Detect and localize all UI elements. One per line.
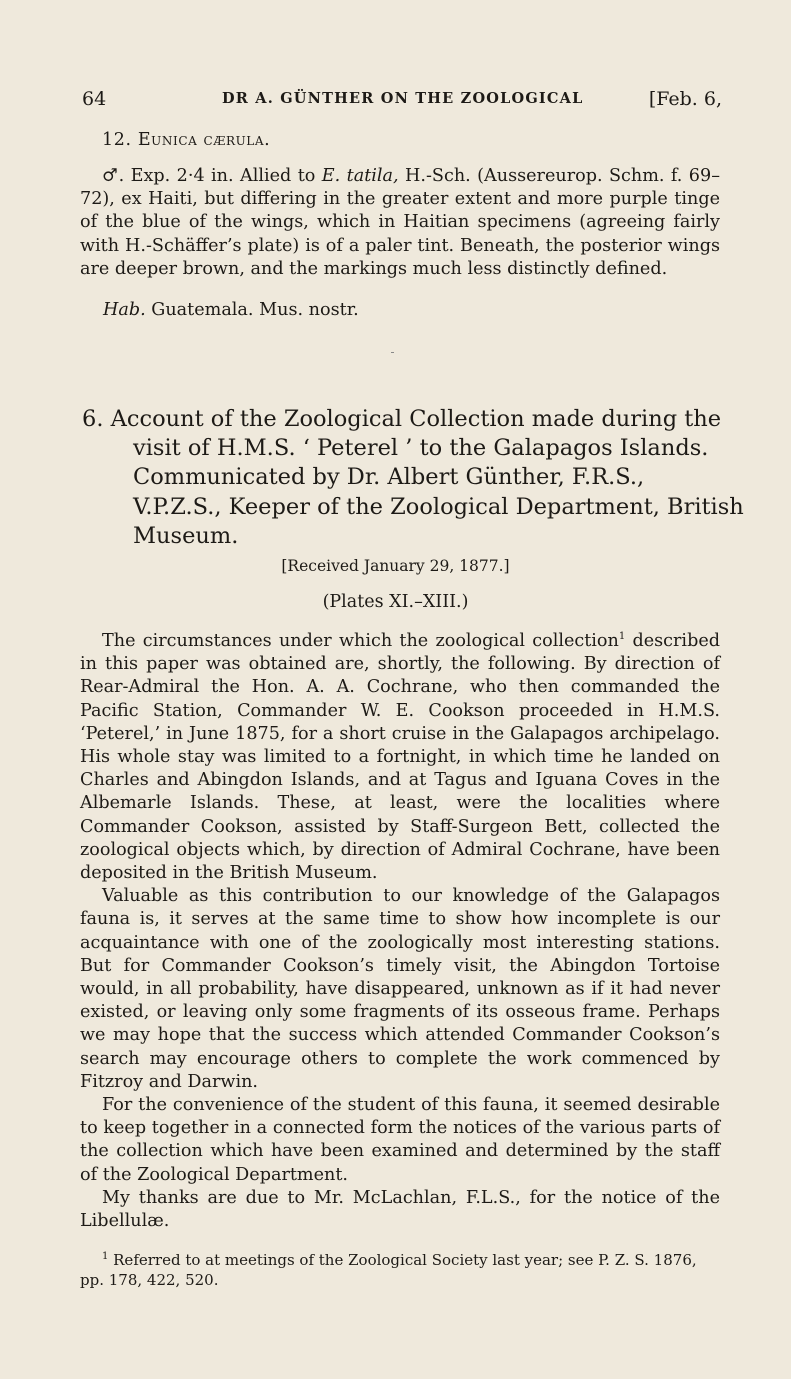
header-date: [Feb. 6, xyxy=(648,88,722,110)
species-name: Eunica cærula. xyxy=(137,130,271,150)
description-rest: H.-Sch. (Aussereurop. Schm. f. 69–72), ex Haiti, but differing in the greater extent and more purple tinge of the blue of the wings, which in Haitian specimens (agreeing fairly with H.-Schäffer’s plate) is of a paler tint. Beneath, the posterior wings are deeper brown, and the markings much less distinctly defined. xyxy=(80,166,720,279)
stray-mark xyxy=(391,352,394,353)
body-paragraph-1: The circumstances under which the zoological collection$^1$ described in this paper was obtained are, shortly, the following. By direction of Rear-Admiral the Hon. A. A. Cochrane, who then commanded the Pacific Station, Commander W. E. Cookson proceeded in H.M.S. ‘Peterel,’ in June 1875, for a short cruise in the Galapagos archipelago. His whole stay was limited to a fortnight, in which time he landed on Charles and Abingdon Islands, and at Tagus and Iguana Coves in the Albemarle Islands. These, at least, were the localities where Commander Cookson, assisted by Staff-Surgeon Bett, collected the zoological objects which, by direction of Admiral Cochrane, have been deposited in the British Museum. xyxy=(80,631,721,884)
species-heading xyxy=(102,130,270,150)
received-date: [Received January 29, 1877.] xyxy=(281,557,510,575)
title-line-1: 6. Account of the Zoological Collection made during the xyxy=(82,406,722,432)
page-number: 64 xyxy=(82,88,107,110)
footnote-marker: 1 xyxy=(102,1251,109,1262)
title-line-2: visit of H.M.S. ‘ Peterel ’ to the Galapagos Islands. xyxy=(133,435,709,462)
description-italic: E. tatila, xyxy=(321,166,399,186)
species-description xyxy=(80,165,720,281)
body-paragraph-4: My thanks are due to Mr. McLachlan, F.L.S., for the notice of the Libellulæ. xyxy=(80,1187,720,1232)
running-title: DR A. GÜNTHER ON THE ZOOLOGICAL xyxy=(222,90,584,107)
footnote-text: Referred to at meetings of the Zoological Society last year; see P. Z. S. 1876, pp. 178, 422, 520. xyxy=(80,1251,697,1289)
running-header xyxy=(82,88,722,112)
description-start: ♂. Exp. 2·4 in. Allied to xyxy=(102,166,322,186)
habitat-text: Guatemala. Mus. nostr. xyxy=(145,300,359,320)
article-title xyxy=(82,405,744,551)
body-paragraph-2: Valuable as this contribution to our knowledge of the Galapagos fauna is, it serves at the same time to show how incomplete is our acquaintance with one of the zoologically most interesting stations. But for Commander Cookson’s timely visit, the Abingdon Tortoise would, in all probability, have disappeared, unknown as if it had never existed, or leaving only some fragments of its osseous frame. Perhaps we may hope that the success which attended Commander Cookson’s search may encourage others to complete the work commenced by Fitzroy and Darwin. xyxy=(80,886,720,1092)
title-line-4: V.P.Z.S., Keeper of the Zoological Department, British xyxy=(133,493,744,520)
body-paragraph-3: For the convenience of the student of this fauna, it seemed desirable to keep together in a connected form the notices of the various parts of the collection which have been examined and determined by the staff of the Zoological Department. xyxy=(80,1095,720,1185)
species-number: 12. xyxy=(102,130,132,150)
title-line-3: Communicated by Dr. Albert Günther, F.R.S., xyxy=(133,464,645,491)
article-body xyxy=(80,630,720,1233)
habitat-label: Hab. xyxy=(103,300,146,320)
habitat-line xyxy=(103,300,359,320)
title-line-5: Museum. xyxy=(133,522,239,549)
footnote xyxy=(80,1250,720,1290)
plates-reference: (Plates XI.–XIII.) xyxy=(322,592,469,612)
footnote-ref: 1 xyxy=(618,631,626,643)
